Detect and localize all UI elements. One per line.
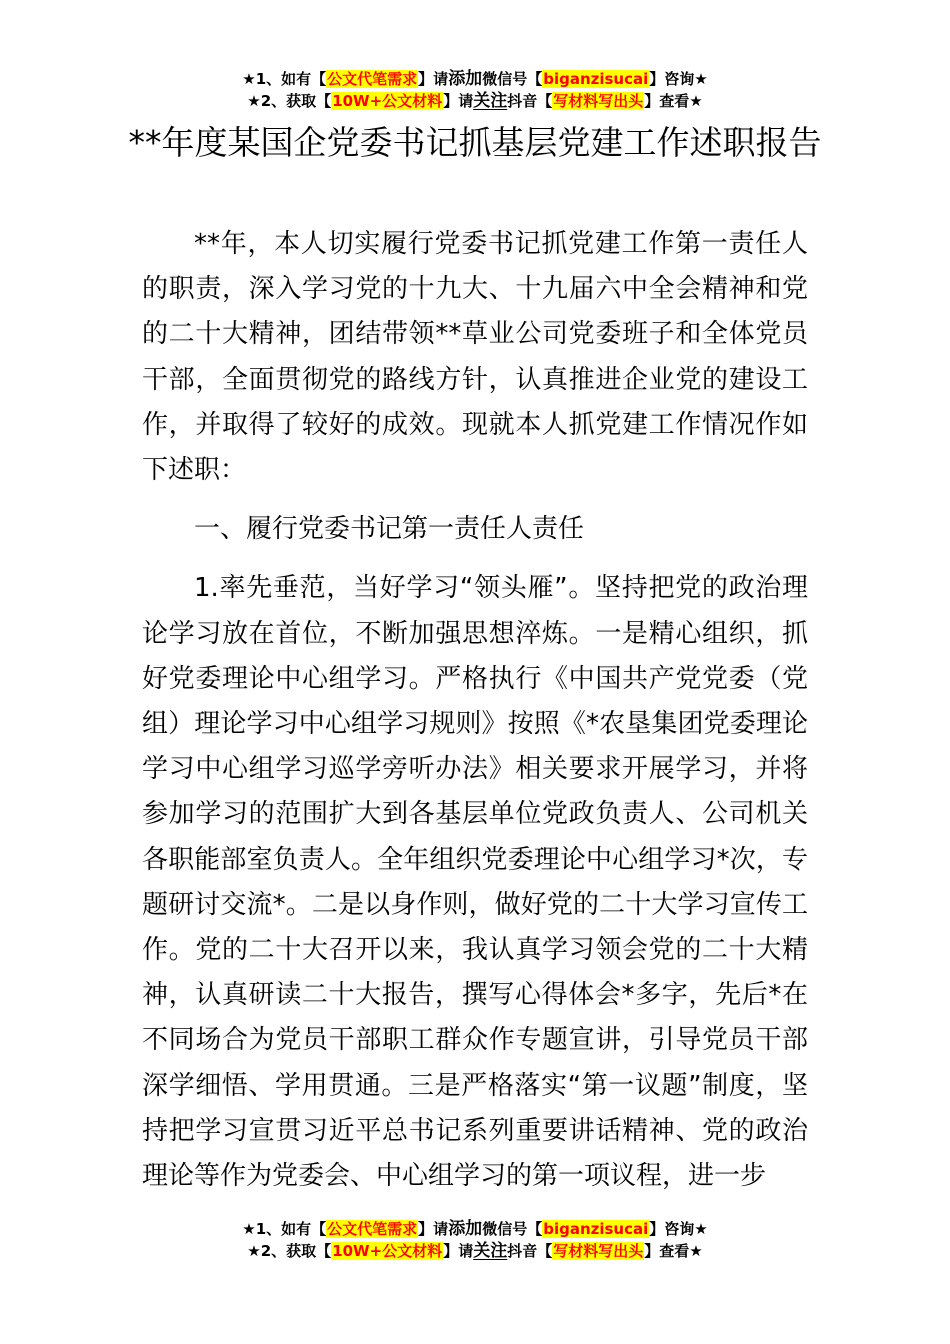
promo-text: 】请 [443, 92, 474, 110]
section-paragraph: 1.率先垂范，当好学习“领头雁”。坚持把党的政治理论学习放在首位，不断加强思想淬炼。一是精心组织，抓好党委理论中心组学习。严格执行《中国共产党党委（党组）理论学习中心组学习规则》按照《*农垦集团党委理论学习中心组学习巡学旁听办法》相关要求开展学习，并将参加学习的范围扩大到各基层单位党政负责人、公司机关各职能部室负责人。全年组织党委理论中心组学习*次，专题研讨交流*。二是以身作则，做好党的二十大学习宣传工作。党的二十大召开以来，我认真学习领会党的二十大精神，认真研读二十大报告，撰写心得体会*多字，先后*在不同场合为党员干部职工群众作专题宣讲，引导党员干部深学细悟、学用贯通。三是严格落实“第一议题”制度，坚持把学习宣贯习近平总书记系列重要讲话精神、党的政治理论等作为党委会、中心组学习的第一项议程，进一步 [142, 573, 808, 1192]
promo-text: ★1、如有【 [242, 1220, 327, 1238]
promo-text: 】查看★ [644, 1242, 703, 1260]
promo-emphasis: 添加 [448, 1219, 483, 1239]
promo-line-2 [0, 1240, 950, 1262]
promo-text: 】请 [418, 70, 449, 88]
promo-line-1 [0, 68, 950, 90]
promo-emphasis: 关注 [473, 1241, 508, 1261]
promo-line-1 [0, 1218, 950, 1240]
promo-highlight-materials: 10W+公文材料 [332, 92, 443, 110]
promo-highlight-service: 公文代笔需求 [327, 1220, 418, 1238]
promo-text: ★1、如有【 [242, 70, 327, 88]
promo-emphasis: 添加 [448, 69, 483, 89]
promo-footer [0, 1218, 950, 1262]
promo-text: 微信号【 [482, 70, 543, 88]
promo-text: ★2、获取【 [247, 92, 332, 110]
promo-text: 】咨询★ [649, 1220, 708, 1238]
section-heading: 一、履行党委书记第一责任人责任 [194, 514, 585, 545]
promo-line-2 [0, 90, 950, 112]
promo-text: 抖音【 [507, 1242, 553, 1260]
promo-text: 微信号【 [482, 1220, 543, 1238]
promo-header [0, 68, 950, 112]
promo-highlight-wechat-id: biganzisucai [543, 70, 649, 88]
promo-highlight-douyin: 写材料写出头 [553, 92, 644, 110]
promo-highlight-douyin: 写材料写出头 [553, 1242, 644, 1260]
promo-text: 】咨询★ [649, 70, 708, 88]
promo-text: 】请 [443, 1242, 474, 1260]
document-body [142, 222, 808, 1199]
promo-text: 】查看★ [644, 92, 703, 110]
promo-highlight-wechat-id: biganzisucai [543, 1220, 649, 1238]
promo-emphasis: 关注 [473, 91, 508, 111]
promo-text: 】请 [418, 1220, 449, 1238]
document-title: **年度某国企党委书记抓基层党建工作述职报告 [128, 123, 822, 162]
promo-highlight-service: 公文代笔需求 [327, 70, 418, 88]
promo-highlight-materials: 10W+公文材料 [332, 1242, 443, 1260]
intro-paragraph: **年，本人切实履行党委书记抓党建工作第一责任人的职责，深入学习党的十九大、十九届六中全会精神和党的二十大精神，团结带领**草业公司党委班子和全体党员干部，全面贯彻党的路线方针，认真推进企业党的建设工作，并取得了较好的成效。现就本人抓党建工作情况作如下述职： [142, 229, 808, 486]
promo-text: 抖音【 [507, 92, 553, 110]
promo-text: ★2、获取【 [247, 1242, 332, 1260]
